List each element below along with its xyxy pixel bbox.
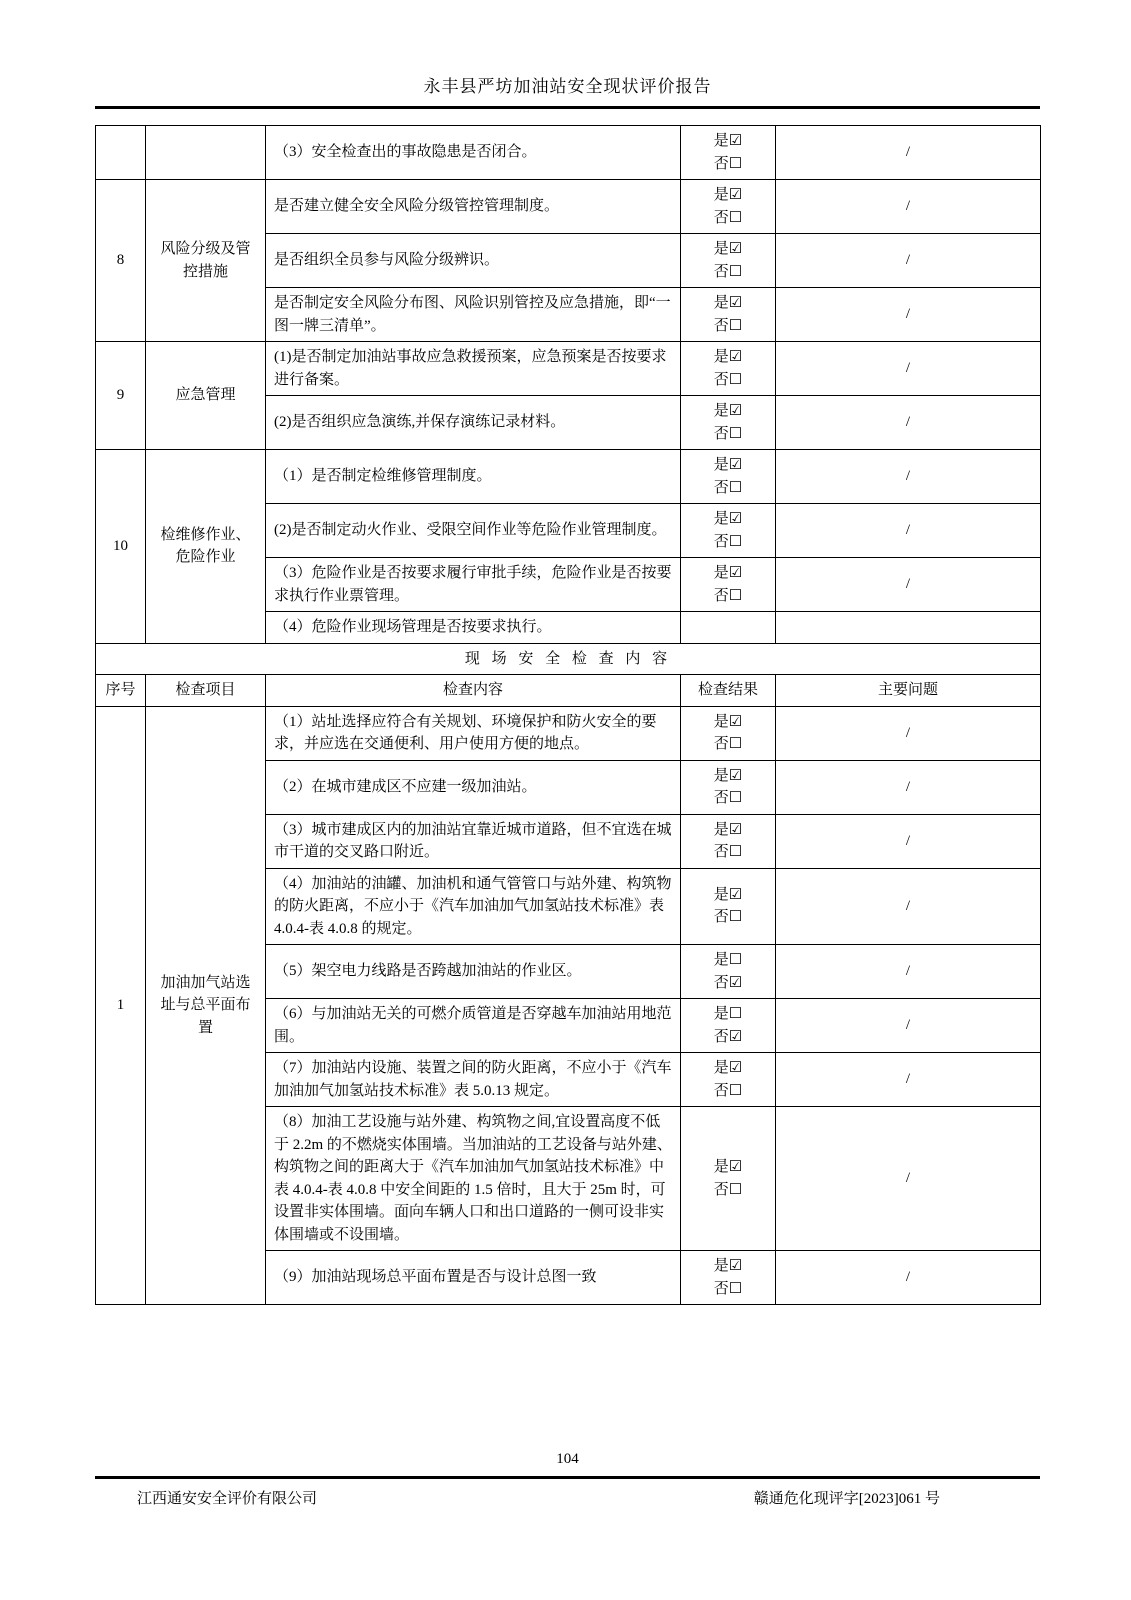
yes-checkbox: 是☑ (713, 565, 743, 581)
content-cell: （4）危险作业现场管理是否按要求执行。 (266, 612, 681, 644)
result-cell (681, 868, 776, 945)
item-cell (146, 126, 266, 180)
column-header-row (96, 675, 1041, 707)
table-row (96, 126, 1041, 180)
content-cell: （8）加油工艺设施与站外建、构筑物之间,宜设置高度不低于 2.2m 的不燃烧实体围墙。当加油站的工艺设备与站外建、构筑物之间的距离大于《汽车加油加气加氢站技术标准》中表 4.0.4-表 4.0.8 中安全间距的 1.5 倍时，且大于 25m 时，可设置非实体围墙。面向车辆人口和出口道路的一侧可设非实体围墙或不设围墙。 (266, 1107, 681, 1251)
content-cell: （3）城市建成区内的加油站宜靠近城市道路，但不宜选在城市干道的交叉路口附近。 (266, 814, 681, 868)
yes-checkbox: 是☑ (713, 767, 743, 784)
problem-cell: / (776, 868, 1041, 945)
result-cell (681, 396, 776, 450)
footer-company: 江西通安安全评价有限公司 (137, 1491, 318, 1507)
content-cell: （2）在城市建成区不应建一级加油站。 (266, 760, 681, 814)
result-cell (681, 288, 776, 342)
yes-checkbox: 是☑ (713, 511, 743, 527)
no-checkbox: 否☐ (713, 1280, 743, 1297)
result-cell (681, 450, 776, 504)
result-cell (681, 504, 776, 558)
content-cell: （4）加油站的油罐、加油机和通气管管口与站外建、构筑物的防火距离，不应小于《汽车加油加气加氢站技术标准》表 4.0.4-表 4.0.8 的规定。 (266, 868, 681, 945)
problem-cell: / (776, 945, 1041, 999)
seq-cell: 10 (96, 450, 146, 644)
yes-checkbox: 是☑ (713, 133, 743, 149)
content-cell: （9）加油站现场总平面布置是否与设计总图一致 (266, 1251, 681, 1305)
yes-checkbox: 是☑ (713, 1159, 743, 1175)
no-checkbox: 否☐ (713, 587, 743, 604)
table-row (96, 180, 1041, 234)
no-checkbox: 否☐ (713, 909, 743, 926)
yes-checkbox: 是☐ (713, 952, 743, 968)
result-cell (681, 1107, 776, 1251)
result-cell (681, 234, 776, 288)
no-checkbox: 否☐ (713, 209, 743, 226)
no-checkbox: 否☐ (713, 1082, 743, 1099)
col-header-result: 检查结果 (681, 675, 776, 707)
seq-cell: 9 (96, 342, 146, 450)
yes-checkbox: 是☑ (713, 403, 743, 419)
footer-doc-number: 赣通危化现评字[2023]061 号 (753, 1491, 940, 1507)
section-title: 现 场 安 全 检 查 内 容 (96, 643, 1041, 675)
content-cell: （3）安全检查出的事故隐患是否闭合。 (266, 126, 681, 180)
yes-checkbox: 是☑ (713, 821, 743, 838)
yes-checkbox: 是☑ (713, 713, 743, 730)
problem-cell: / (776, 234, 1041, 288)
yes-checkbox: 是☑ (713, 349, 743, 365)
content-cell: (2)是否组织应急演练,并保存演练记录材料。 (266, 396, 681, 450)
problem-cell: / (776, 396, 1041, 450)
problem-cell: / (776, 1053, 1041, 1107)
content-cell: 是否制定安全风险分布图、风险识别管控及应急措施，即“一图一牌三清单”。 (266, 288, 681, 342)
page-number: 104 (556, 1451, 579, 1467)
content-cell: 是否建立健全安全风险分级管控管理制度。 (266, 180, 681, 234)
content-cell: （1）站址选择应符合有关规划、环境保护和防火安全的要求，并应选在交通便利、用户使用方便的地点。 (266, 706, 681, 760)
problem-cell: / (776, 450, 1041, 504)
content-cell: (2)是否制定动火作业、受限空间作业等危险作业管理制度。 (266, 504, 681, 558)
result-cell (681, 1053, 776, 1107)
result-cell (681, 612, 776, 644)
page-footer (95, 1451, 1040, 1508)
no-checkbox: 否☑ (713, 1028, 743, 1045)
result-cell (681, 1251, 776, 1305)
seq-cell: 1 (96, 706, 146, 1305)
table-row (96, 450, 1041, 504)
no-checkbox: 否☐ (713, 790, 743, 806)
col-header-no: 序号 (96, 675, 146, 707)
yes-checkbox: 是☑ (713, 1060, 743, 1076)
yes-checkbox: 是☑ (713, 457, 743, 473)
col-header-item: 检查项目 (146, 675, 266, 707)
problem-cell: / (776, 180, 1041, 234)
result-cell (681, 814, 776, 868)
no-checkbox: 否☐ (713, 479, 743, 496)
result-cell (681, 945, 776, 999)
problem-cell (776, 612, 1041, 644)
footer-rule (95, 1476, 1040, 1479)
content-cell: （6）与加油站无关的可燃介质管道是否穿越车加油站用地范围。 (266, 999, 681, 1053)
no-checkbox: 否☐ (713, 371, 743, 388)
section-title-row (96, 643, 1041, 675)
content-cell: (1)是否制定加油站事故应急救援预案，应急预案是否按要求进行备案。 (266, 342, 681, 396)
result-cell (681, 180, 776, 234)
result-cell (681, 999, 776, 1053)
col-header-content: 检查内容 (266, 675, 681, 707)
yes-checkbox: 是☑ (713, 886, 743, 903)
problem-cell: / (776, 342, 1041, 396)
table-row (96, 706, 1041, 760)
yes-checkbox: 是☑ (713, 187, 743, 203)
problem-cell: / (776, 1251, 1041, 1305)
problem-cell: / (776, 999, 1041, 1053)
yes-checkbox: 是☑ (713, 295, 743, 311)
yes-checkbox: 是☑ (713, 1258, 743, 1274)
problem-cell: / (776, 1107, 1041, 1251)
yes-checkbox: 是☑ (713, 241, 743, 257)
col-header-problem: 主要问题 (776, 675, 1041, 707)
content-cell: （1）是否制定检维修管理制度。 (266, 450, 681, 504)
problem-cell: / (776, 814, 1041, 868)
problem-cell: / (776, 504, 1041, 558)
no-checkbox: 否☐ (713, 736, 743, 752)
item-cell: 风险分级及管控措施 (146, 180, 266, 342)
seq-cell (96, 126, 146, 180)
seq-cell: 8 (96, 180, 146, 342)
content-cell: 是否组织全员参与风险分级辨识。 (266, 234, 681, 288)
item-cell: 检维修作业、危险作业 (146, 450, 266, 644)
yes-checkbox: 是☐ (713, 1006, 743, 1022)
item-cell: 应急管理 (146, 342, 266, 450)
safety-check-table (95, 125, 1041, 1305)
result-cell (681, 706, 776, 760)
no-checkbox: 否☐ (713, 425, 743, 442)
no-checkbox: 否☐ (713, 263, 743, 280)
no-checkbox: 否☐ (713, 533, 743, 550)
no-checkbox: 否☐ (713, 844, 743, 860)
item-cell: 加油加气站选址与总平面布置 (146, 706, 266, 1305)
content-cell: （3）危险作业是否按要求履行审批手续，危险作业是否按要求执行作业票管理。 (266, 558, 681, 612)
no-checkbox: 否☐ (713, 317, 743, 334)
problem-cell: / (776, 558, 1041, 612)
result-cell (681, 760, 776, 814)
no-checkbox: 否☑ (713, 974, 743, 991)
problem-cell: / (776, 760, 1041, 814)
content-cell: （7）加油站内设施、装置之间的防火距离，不应小于《汽车加油加气加氢站技术标准》表 5.0.13 规定。 (266, 1053, 681, 1107)
problem-cell: / (776, 126, 1041, 180)
no-checkbox: 否☐ (713, 1181, 743, 1198)
content-cell: （5）架空电力线路是否跨越加油站的作业区。 (266, 945, 681, 999)
result-cell (681, 126, 776, 180)
page-title: 永丰县严坊加油站安全现状评价报告 (95, 72, 1040, 109)
result-cell (681, 342, 776, 396)
no-checkbox: 否☐ (713, 155, 743, 172)
problem-cell: / (776, 288, 1041, 342)
table-row (96, 342, 1041, 396)
problem-cell: / (776, 706, 1041, 760)
result-cell (681, 558, 776, 612)
